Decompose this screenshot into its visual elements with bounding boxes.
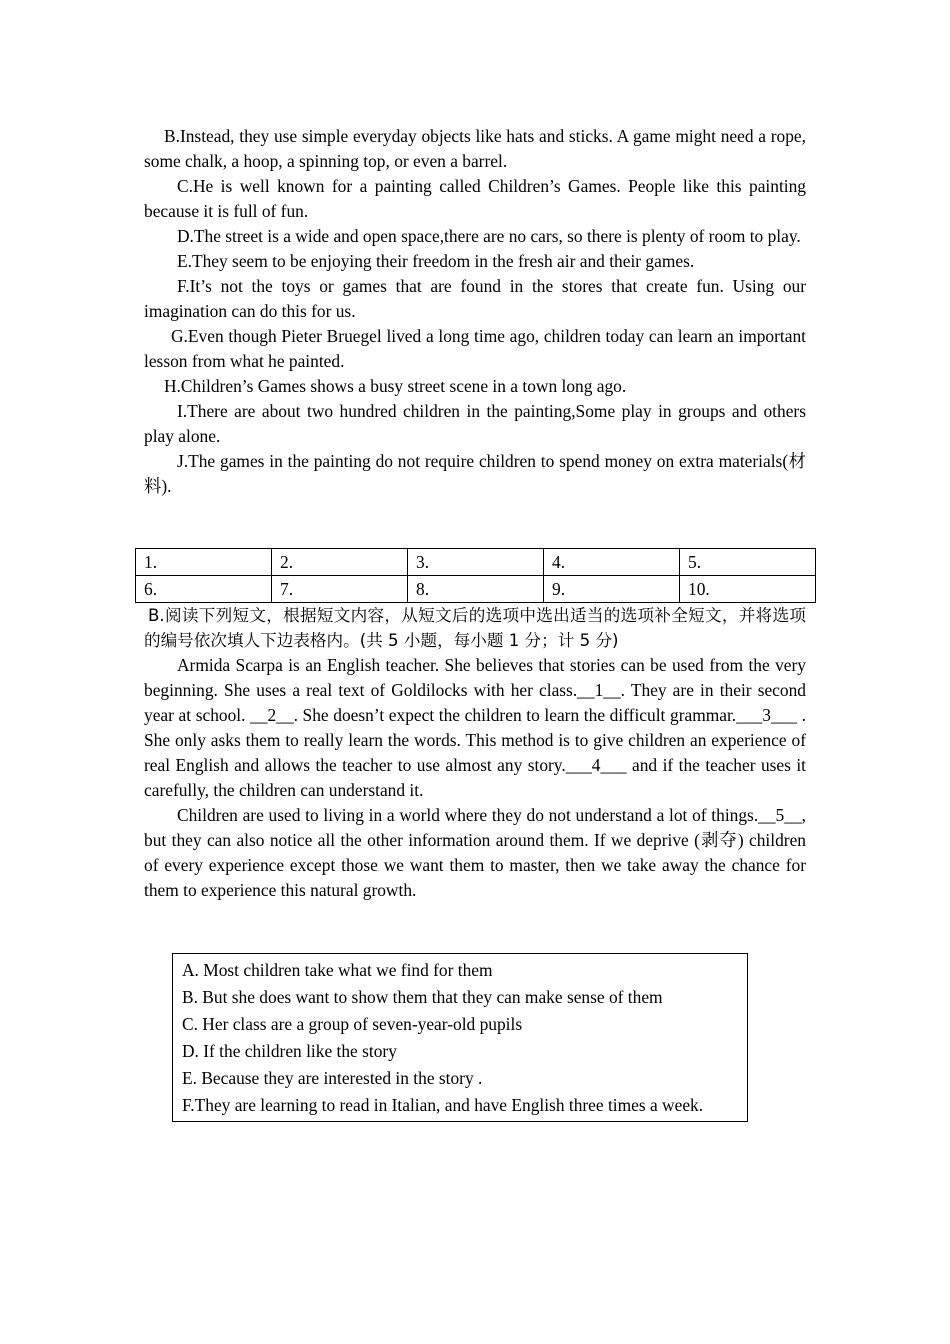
choice-b: B. But she does want to show them that they can make sense of them: [182, 987, 663, 1007]
answer-cell[interactable]: 1.: [136, 549, 272, 576]
answer-cell[interactable]: 4.: [544, 549, 680, 576]
option-f: F.It’s not the toys or games that are found in the stores that create fun. Using our imagination can do this for us.: [144, 276, 806, 321]
options-part-a: [144, 124, 806, 499]
answer-cell[interactable]: 10.: [680, 576, 816, 603]
option-i: I.There are about two hundred children in the painting,Some play in groups and others play alone.: [144, 401, 806, 446]
option-j: J.The games in the painting do not require children to spend money on extra materials(材料).: [144, 451, 806, 496]
answer-cell[interactable]: 8.: [408, 576, 544, 603]
option-h: H.Children’s Games shows a busy street scene in a town long ago.: [164, 376, 627, 396]
answer-row-2: [136, 576, 816, 603]
answer-cell[interactable]: 3.: [408, 549, 544, 576]
option-g: G.Even though Pieter Bruegel lived a long time ago, children today can learn an important lesson from what he painted.: [144, 326, 806, 371]
choice-c: C. Her class are a group of seven-year-old pupils: [182, 1014, 523, 1034]
option-d: D.The street is a wide and open space,there are no cars, so there is plenty of room to play.: [177, 226, 801, 246]
options-box: [172, 953, 748, 1122]
answer-grid: [135, 548, 816, 603]
option-e: E.They seem to be enjoying their freedom in the fresh air and their games.: [177, 251, 695, 271]
answer-cell[interactable]: 6.: [136, 576, 272, 603]
option-c: C.He is well known for a painting called Children’s Games. People like this painting because it is full of fun.: [144, 176, 806, 221]
choice-d: D. If the children like the story: [182, 1041, 397, 1061]
answer-cell[interactable]: 5.: [680, 549, 816, 576]
answer-cell[interactable]: 2.: [272, 549, 408, 576]
choice-a: A. Most children take what we find for them: [182, 960, 493, 980]
choice-e: E. Because they are interested in the story .: [182, 1068, 483, 1088]
answer-row-1: [136, 549, 816, 576]
passage-paragraph-1: Armida Scarpa is an English teacher. She believes that stories can be used from the very beginning. She uses a real text of Goldilocks with her class.__1__. They are in their second year at school. __2__. She doesn’t expect the children to learn the difficult grammar.___3___ . She only asks them to really learn the words. This method is to give children an experience of real English and allows the teacher to use almost any story.___4___ and if the teacher uses it carefully, the children can understand it.: [144, 655, 806, 800]
choice-f: F.They are learning to read in Italian, and have English three times a week.: [182, 1095, 704, 1115]
answer-cell[interactable]: 9.: [544, 576, 680, 603]
passage-paragraph-2: Children are used to living in a world where they do not understand a lot of things.__5__, but they can also notice all the other information around them. If we deprive (剥夺) children of every experience except those we want them to master, then we take away the chance for them to experience this natural growth.: [144, 805, 806, 900]
section-b-instructions: B.阅读下列短文，根据短文内容，从短文后的选项中选出适当的选项补全短文，并将选项的编号依次填人下边表格内。(共 5 小题，每小题 1 分；计 5 分): [144, 606, 806, 650]
section-b: [144, 603, 806, 903]
answer-cell[interactable]: 7.: [272, 576, 408, 603]
option-b: B.Instead, they use simple everyday objects like hats and sticks. A game might need a rope, some chalk, a hoop, a spinning top, or even a barrel.: [144, 126, 806, 171]
